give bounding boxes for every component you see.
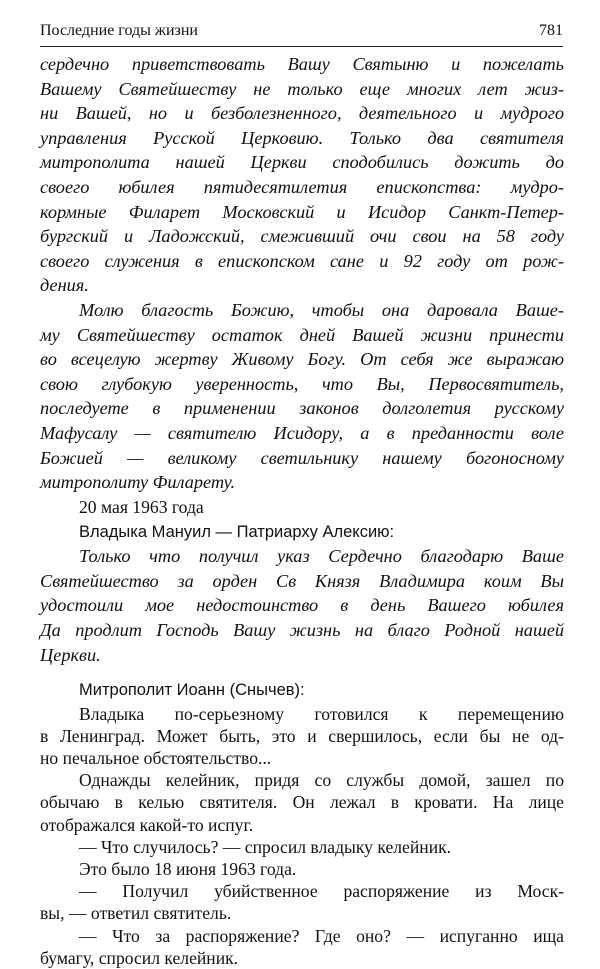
text-line: — Что за распоряжение? Где оно? — испуганно ища (79, 925, 564, 946)
text-line: удостоили мое недостоинство в день Вашего юбилея (40, 595, 564, 616)
telegram-date: 20 мая 1963 года (79, 497, 204, 517)
text-line: свою глубокую уверенность, что Вы, Первосвятитель, (40, 373, 564, 394)
text-line: Только что получил указ Сердечно благодарю Ваше (79, 546, 564, 567)
text-line: отображался какой-то испуг. (40, 814, 254, 835)
text-line: вы, — ответил святитель. (40, 903, 232, 924)
text-line: в Ленинград. Может быть, это и свершилось, если бы не од- (40, 725, 564, 746)
text-line: Да продлит Господь Вашу жизнь на благо Родной нашей (40, 619, 564, 640)
text-line: ни Вашей, но и безболезненного, деятельного и мудрого (40, 103, 564, 124)
text-line: митрополита нашей Церкви сподобились дожить до (40, 152, 564, 173)
text-line: Это было 18 июня 1963 года. (79, 859, 297, 880)
text-line: но печальное обстоятельство... (40, 748, 272, 768)
text-line: во всецелую жертву Живому Богу. От себя же выражаю (40, 349, 564, 370)
text-line: — Получил убийственное распоряжение из Моск- (79, 881, 564, 902)
text-line: сердечно приветствовать Вашу Святыню и пожелать (40, 54, 564, 74)
text-line: Божией — великому светильнику нашему богоносному (40, 447, 564, 468)
text-line: своего служения в епископском сане и 92 году от рож- (40, 250, 564, 271)
header-rule (40, 46, 563, 47)
text-line: обычаю в келью святителя. Он лежал в кровати. На лице (40, 792, 564, 813)
telegram-section (40, 495, 564, 667)
text-line: кормные Филарет Московский и Исидор Санкт-Петер- (40, 201, 564, 222)
text-line: — Что случилось? — спросил владыку келейник. (79, 836, 452, 857)
memoir-heading: Митрополит Иоанн (Снычев): (79, 681, 305, 699)
letter-text (40, 52, 564, 495)
text-line: дения. (40, 275, 89, 296)
text-line: Владыка по-серьезному готовился к перемещению (79, 703, 564, 724)
text-line: последуете в применении законов долголетия русскому (40, 398, 564, 419)
text-line: своего юбилея пятидесятилетия епископства: мудро- (40, 176, 564, 197)
text-line: митрополиту Филарету. (40, 472, 236, 493)
text-line: Однажды келейник, придя со службы домой, зашел по (79, 770, 564, 791)
text-line: бумагу, спросил келейник. (40, 947, 239, 968)
text-line: Святейшество за орден Св Князя Владимира коим Вы (40, 570, 564, 591)
text-line: Мафусалу — святителю Исидору, а в преданности воле (40, 422, 564, 443)
text-line: бургский и Ладожский, смеживший очи свои на 58 году (40, 226, 564, 247)
text-line: Вашему Святейшеству не только еще многих лет жиз- (40, 78, 564, 99)
memoir-section (40, 678, 564, 969)
text-line: му Святейшеству остаток дней Вашей жизни принести (40, 324, 564, 345)
page-number: 781 (539, 22, 563, 39)
telegram-heading: Владыка Мануил — Патриарху Алексию: (79, 522, 395, 541)
chapter-title: Последние годы жизни (40, 22, 198, 39)
text-line: управления Русской Церковию. Только два святителя (40, 127, 564, 148)
text-line: Церкви. (40, 644, 101, 665)
running-header (40, 22, 563, 44)
text-line: Молю благость Божию, чтобы она даровала Ваше- (79, 299, 564, 320)
